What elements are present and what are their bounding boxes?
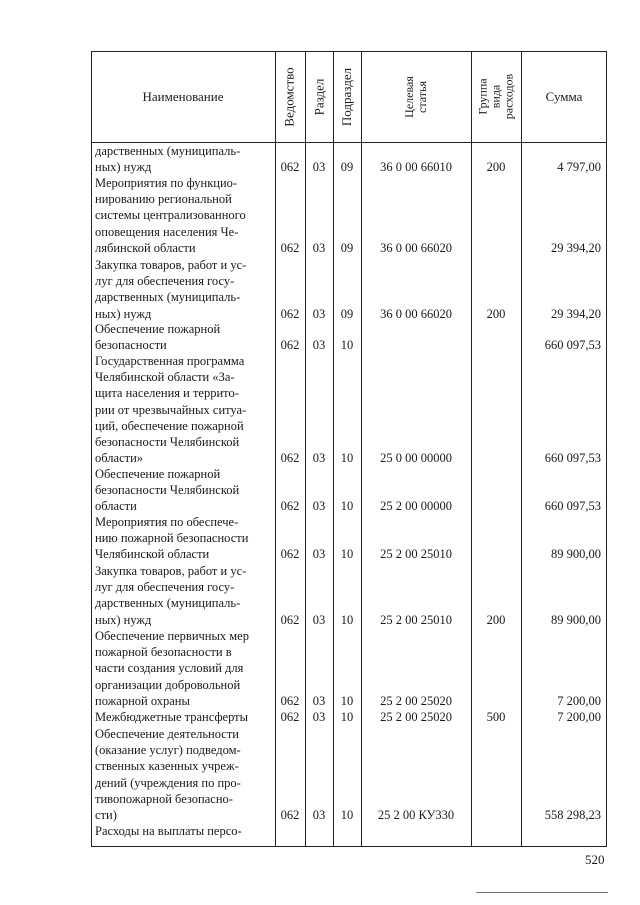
row-vedomstvo: 062 [280,547,300,562]
row-razdel: 03 [312,547,326,562]
table-row [91,726,607,823]
table-row [91,466,607,515]
header-gruppa: Группа вида расходов [475,73,516,120]
row-razdel: 03 [312,710,326,724]
table-row [91,257,607,322]
row-podrazdel: 09 [340,306,354,321]
footer-line [476,892,608,893]
row-summa: 29 394,20 [551,306,601,321]
row-gruppa: 200 [486,612,506,627]
row-vedomstvo: 062 [280,693,300,708]
row-podrazdel: 09 [340,160,354,175]
header-podrazdel: Подраздел [339,67,355,126]
row-razdel: 03 [312,451,326,466]
row-podrazdel: 10 [340,612,354,627]
row-summa: 89 900,00 [551,612,601,627]
row-name: Обеспечение пожарной безопасности Челябинской области [95,467,240,514]
row-vedomstvo: 062 [280,306,300,321]
row-vedomstvo: 062 [280,710,300,724]
row-razdel: 03 [312,160,326,175]
row-gruppa: 500 [486,710,506,724]
row-name: Обеспечение пожарной безопасности [95,322,221,353]
row-podrazdel: 10 [340,499,354,514]
row-name: Расходы на выплаты персо- [95,824,242,838]
row-name: Межбюджетные трансферты [95,710,249,724]
row-summa: 660 097,53 [544,451,601,466]
row-name: Закупка товаров, работ и ус- луг для обеспечения госу- дарственных (муниципаль- ных) нужд [95,564,247,627]
header-name: Наименование [142,88,224,104]
table-row [91,143,607,175]
header-vedomstvo: Ведомство [282,66,297,127]
row-podrazdel: 10 [340,808,354,822]
row-razdel: 03 [312,499,326,514]
table-row [91,563,607,628]
row-razdel: 03 [312,808,326,822]
row-razdel: 03 [312,240,326,255]
table-row [91,175,607,256]
row-name: дарственных (муниципаль- ных) нужд [95,144,241,175]
row-summa: 29 394,20 [551,240,601,255]
row-vedomstvo: 062 [280,612,300,627]
row-razdel: 03 [312,306,326,321]
row-summa: 7 200,00 [557,693,601,708]
table-row [91,823,607,839]
table-row [91,514,607,563]
row-summa: 660 097,53 [544,338,601,353]
header-razdel: Раздел [311,78,326,115]
header-celevaya: Целевая статья [401,75,429,118]
row-celevaya: 25 0 00 00000 [380,451,452,466]
row-vedomstvo: 062 [280,240,300,255]
row-celevaya: 25 2 00 25010 [380,547,452,562]
page-number: 520 [585,852,605,867]
row-summa: 4 797,00 [557,160,601,175]
row-summa: 7 200,00 [557,710,601,724]
row-vedomstvo: 062 [280,451,300,466]
table-row [91,321,607,353]
row-summa: 558 298,23 [544,808,601,822]
row-celevaya: 25 2 00 25010 [380,612,452,627]
row-podrazdel: 10 [340,693,354,708]
row-podrazdel: 10 [340,338,354,353]
row-name: Мероприятия по функцио- нированию региональной системы централизованного оповещения населения Че- лябинской области [95,176,246,255]
row-celevaya: 36 0 00 66020 [380,240,452,255]
row-celevaya: 25 2 00 25020 [380,710,452,724]
row-name: Государственная программа Челябинской области «За- щита населения и террито- рии от чрезвычайных ситуа- ций, обеспечение пожарной безопасности Челябинской области» [95,354,247,466]
row-podrazdel: 10 [340,451,354,466]
row-razdel: 03 [312,612,326,627]
row-podrazdel: 10 [340,710,354,724]
header-summa: Сумма [545,88,583,104]
row-celevaya: 36 0 00 66010 [380,160,452,175]
row-name: Мероприятия по обеспече- нию пожарной безопасности Челябинской области [95,515,249,562]
row-vedomstvo: 062 [280,499,300,514]
row-vedomstvo: 062 [280,338,300,353]
row-razdel: 03 [312,338,326,353]
row-name: Обеспечение деятельности (оказание услуг) подведом- ственных казенных учреж- дений (учреждения по про- тивопожарной безопасно- сти) [95,727,241,823]
row-celevaya: 25 2 00 25020 [380,693,452,708]
table-row [91,709,607,725]
table-row [91,628,607,709]
row-podrazdel: 09 [340,240,354,255]
row-celevaya: 25 2 00 КУ330 [377,808,455,822]
row-vedomstvo: 062 [280,160,300,175]
row-gruppa: 200 [486,160,506,175]
table-row [91,353,607,466]
row-summa: 660 097,53 [544,499,601,514]
row-name: Обеспечение первичных мер пожарной безопасности в части создания условий для организации добровольной пожарной охраны [95,629,249,708]
row-podrazdel: 10 [340,547,354,562]
row-razdel: 03 [312,693,326,708]
row-gruppa: 200 [486,306,506,321]
row-celevaya: 36 0 00 66020 [380,306,452,321]
row-summa: 89 900,00 [551,547,601,562]
row-vedomstvo: 062 [280,808,300,822]
row-celevaya: 25 2 00 00000 [380,499,452,514]
row-name: Закупка товаров, работ и ус- луг для обеспечения госу- дарственных (муниципаль- ных) нужд [95,258,247,321]
